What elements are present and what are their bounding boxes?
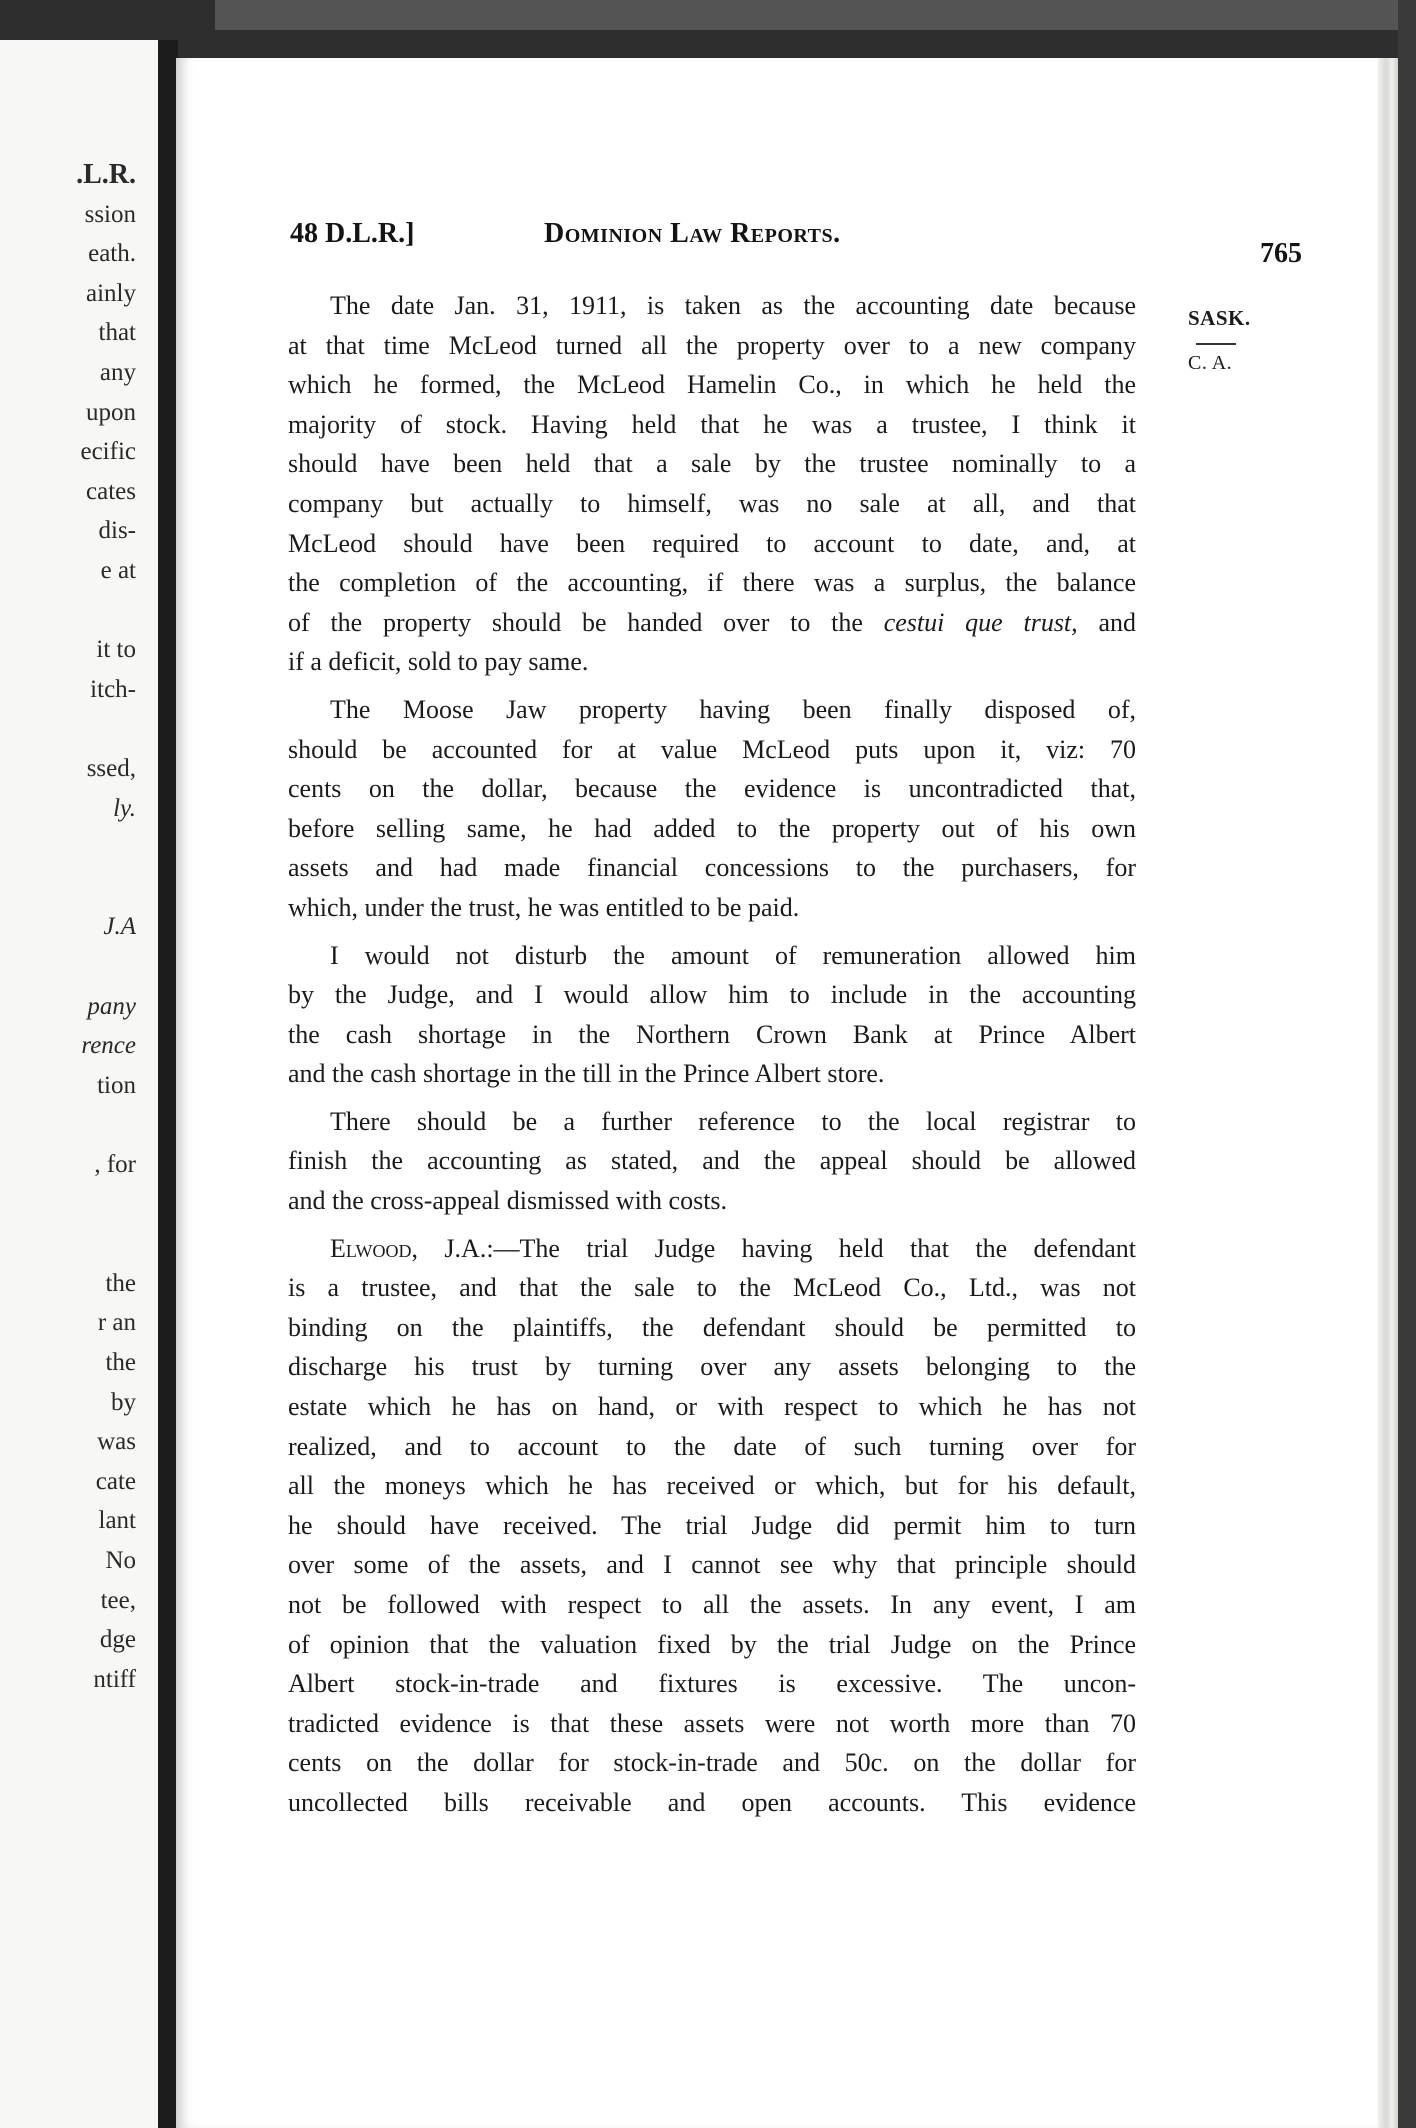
text-line: should be accounted for at value McLeod puts upon it, viz: 70 [288,734,1136,764]
margin-rule [1196,343,1236,345]
text-run: and [1077,607,1136,637]
scan-background-right [1398,0,1416,2128]
left-page-fragment: ssion [84,200,136,228]
text-line: realized, and to account to the date of such turning over for [288,1431,1136,1461]
text-line: he should have received. The trial Judge did permit him to turn [288,1510,1136,1540]
text-line: company but actually to himself, was no sale at all, and that [288,488,1136,518]
text-line: over some of the assets, and I cannot see why that principle should [288,1550,1136,1580]
left-page-fragment: ainly [86,279,136,307]
left-page-fragment: ly. [113,794,136,822]
left-page-fragment: ecific [80,438,136,466]
text-line: The Moose Jaw property having been finally disposed of, [330,694,1136,724]
text-line: McLeod should have been required to account to date, and, at [288,528,1136,558]
paragraph [288,286,1136,682]
page-number: 765 [1260,238,1302,269]
text-line: and the cash shortage in the till in the Prince Albert store. [288,1059,885,1089]
text-line [288,1229,1136,1269]
text-line: all the moneys which he has received or which, but for his default, [288,1471,1136,1501]
previous-page-edge [0,40,158,2128]
left-page-fragment: r an [97,1309,136,1337]
left-page-fragment: lant [98,1507,136,1535]
left-page-fragment: by [111,1388,136,1416]
left-page-fragment: it to [96,636,136,664]
left-page-fragment: .L.R. [76,159,136,190]
left-page-fragment: rence [81,1032,136,1060]
left-page-fragment: tee, [100,1586,136,1614]
text-line: of opinion that the valuation fixed by the trial Judge on the Prince [288,1629,1136,1659]
text-run: of the property should be handed over to the [288,607,884,637]
left-page-fragment: the [105,1269,136,1297]
text-line: by the Judge, and I would allow him to include in the accounting [288,980,1136,1010]
text-line: the completion of the accounting, if there was a surplus, the balance [288,568,1136,598]
left-page-fragment: e at [100,557,136,584]
left-page-fragment: upon [86,398,136,426]
text-run: Elwood, J.A. [330,1233,487,1263]
left-page-fragment: any [99,359,136,386]
left-page-fragment: ssed, [86,755,136,782]
left-page-fragment: dge [99,1626,136,1654]
left-page-fragment: cates [86,477,136,505]
left-page-fragment: J.A [103,913,136,941]
left-page-fragment: tion [97,1071,136,1099]
text-run: :—The trial Judge having held that the defendant [486,1233,1136,1263]
text-line: which he formed, the McLeod Hamelin Co., in which he held the [288,370,1136,400]
text-line: finish the accounting as stated, and the appeal should be allowed [288,1146,1136,1176]
margin-court-label: SASK. [1188,306,1251,330]
paragraph [288,1102,1136,1221]
left-page-fragment: that [98,319,136,347]
text-run: cestui que trust, [883,607,1078,637]
left-page-fragment: ntiff [93,1665,136,1693]
left-page-fragment: pany [87,992,136,1020]
scan-background-strip [215,0,1416,30]
running-head-title: Dominion Law Reports. [544,218,841,249]
left-page-fragment: No [105,1547,136,1574]
body-text [288,286,1136,1823]
text-line: There should be a further reference to the local registrar to [330,1106,1136,1136]
paragraph [288,1229,1136,1823]
text-line: tradicted evidence is that these assets were not worth more than 70 [288,1708,1136,1738]
left-page-fragment: was [97,1428,136,1456]
text-line: binding on the plaintiffs, the defendant should be permitted to [288,1312,1136,1342]
text-line: majority of stock. Having held that he was a trustee, I think it [288,409,1136,439]
text-line: at that time McLeod turned all the property over to a new company [288,330,1136,360]
text-line: assets and had made financial concessions to the purchasers, for [288,853,1136,883]
text-line: is a trustee, and that the sale to the McLeod Co., Ltd., was not [288,1273,1136,1303]
text-line: The date Jan. 31, 1911, is taken as the accounting date because [330,291,1136,320]
left-page-fragment: , for [94,1151,136,1178]
text-line: the cash shortage in the Northern Crown Bank at Prince Albert [288,1019,1136,1049]
margin-division-label: C. A. [1188,352,1233,374]
text-line: if a deficit, sold to pay same. [288,647,589,677]
left-page-fragment: the [105,1349,136,1376]
text-line: and the cross-appeal dismissed with costs. [288,1186,728,1216]
text-line: estate which he has on hand, or with respect to which he has not [288,1392,1136,1422]
book-gutter [158,40,178,2128]
page-stack-edge [1378,58,1398,2128]
text-line: before selling same, he had added to the property out of his own [288,813,1136,843]
paragraph [288,690,1136,928]
left-page-fragment: dis- [98,517,136,545]
text-line: cents on the dollar, because the evidence is uncontradicted that, [288,774,1136,804]
text-line: should have been held that a sale by the trustee nominally to a [288,449,1136,479]
text-line: not be followed with respect to all the assets. In any event, I am [288,1590,1136,1619]
text-line: which, under the trust, he was entitled to be paid. [288,892,800,922]
text-line: uncollected bills receivable and open accounts. This evidence [288,1787,1136,1817]
left-page-fragment: itch- [90,675,136,703]
text-line [288,603,1136,643]
left-page-fragment: cate [95,1467,136,1495]
running-head-volume: 48 D.L.R.] [290,218,415,249]
left-page-fragment: eath. [88,240,136,268]
text-line: I would not disturb the amount of remuneration allowed him [330,940,1136,970]
text-line: discharge his trust by turning over any assets belonging to the [288,1352,1136,1382]
text-line: Albert stock-in-trade and fixtures is excessive. The uncon- [288,1669,1136,1699]
text-line: cents on the dollar for stock-in-trade and 50c. on the dollar for [288,1748,1136,1778]
paragraph [288,936,1136,1094]
